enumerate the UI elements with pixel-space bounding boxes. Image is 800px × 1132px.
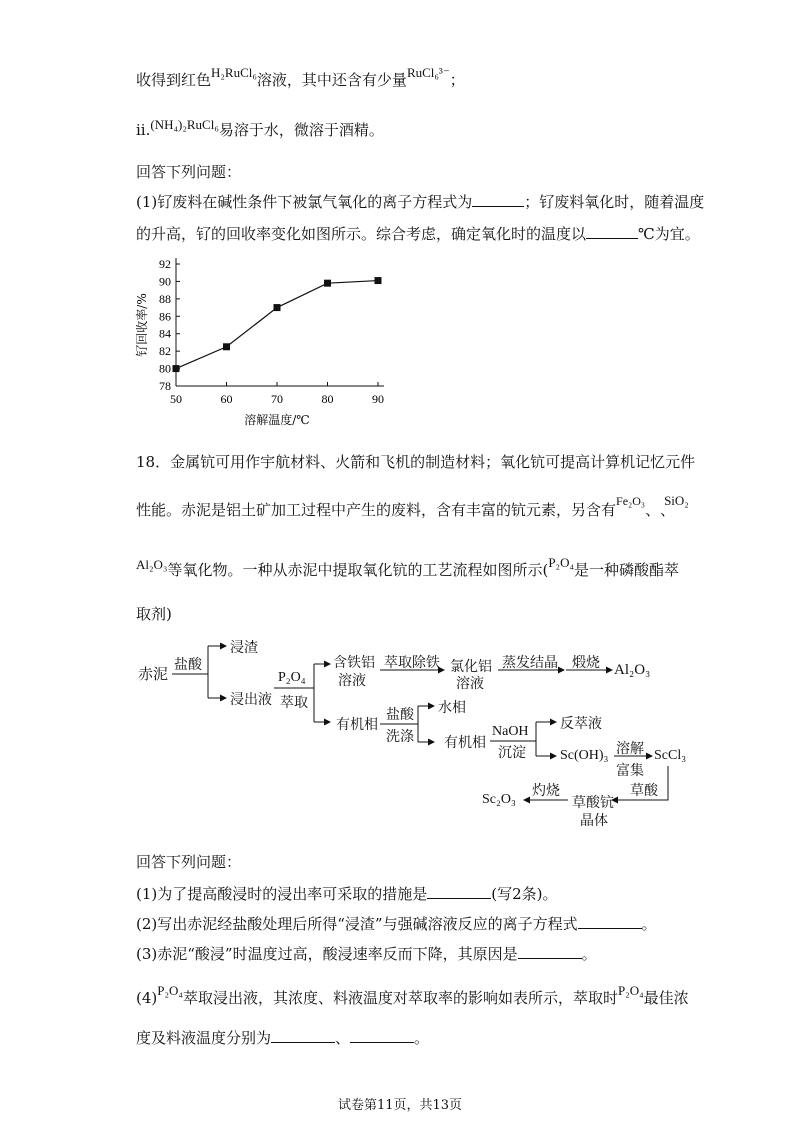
x-tick-label: 50 (170, 392, 182, 406)
answer-blank-3[interactable] (427, 884, 491, 899)
answer-prompt-2: 回答下列问题： (136, 853, 242, 871)
x-tick-label: 60 (220, 392, 233, 406)
y-tick-label: 82 (159, 344, 171, 359)
q2-2-end: 。 (641, 915, 657, 933)
intro-text-3: ； (449, 71, 465, 89)
answer-blank-7[interactable] (350, 1028, 414, 1043)
q1-text-b: ；钌废料氧化时，随着温度 (524, 193, 705, 211)
q18-text-d: 是一种磷酸酯萃 (574, 561, 680, 579)
x-tick-label: 70 (271, 392, 283, 406)
flow-caosuankang-1: 草酸钪 (572, 795, 614, 811)
q2-4b-pre: 度及料液温度分别为 (136, 1029, 272, 1047)
flow-caosuan: 草酸 (630, 783, 658, 799)
flow-scoh3: Sc(OH)₃ (560, 748, 609, 763)
answer-blank-4[interactable] (578, 914, 642, 929)
flow-hantielv-1: 含铁铝 (333, 655, 375, 671)
flow-duanshao: 煅烧 (572, 655, 600, 671)
formula-sio2: SiO₂ (664, 493, 689, 508)
flow-xidi: 洗涤 (386, 729, 414, 745)
q2-1-end: (写2条)。 (491, 885, 558, 903)
y-tick-label: 78 (159, 379, 171, 393)
q18-text-b: 性能。赤泥是铝土矿加工过程中产生的废料，含有丰富的钪元素，另含有 (136, 501, 617, 519)
flow-zhuoshao: 灼烧 (532, 783, 560, 799)
q2-4-pre: (4) (136, 989, 158, 1007)
q1-text-d: ℃为宜。 (638, 225, 700, 243)
q2-3-end: 。 (581, 945, 597, 963)
y-tick-label: 84 (159, 326, 171, 341)
flow-hantielv-2: 溶液 (338, 673, 366, 689)
flow-lvhualv-1: 氯化铝 (450, 659, 492, 675)
q18-text-c: 等氧化物。一种从赤泥中提取氧化钪的工艺流程如图所示( (167, 561, 549, 579)
flow-zhengfa: 蒸发结晶 (502, 655, 558, 671)
q2-4-mid: 萃取浸出液，其浓度、料液温度对萃取率的影响如表所示，萃取时 (182, 989, 618, 1007)
q2-4b-sep: 、 (335, 1029, 351, 1047)
flow-shuixiang: 水相 (438, 700, 466, 716)
y-axis-label: 钌回收率/% (135, 293, 149, 357)
intro-text-1: 收得到红色 (136, 71, 212, 89)
question-2-4-line-2 (136, 1028, 429, 1048)
q1-text-a: (1)钌废料在碱性条件下被氯气氧化的离子方程式为 (136, 193, 473, 211)
question-18-line-1: 18．金属钪可用作宇航材料、火箭和飞机的制造材料；氧化钪可提高计算机记忆元件 (136, 453, 696, 471)
answer-prompt-1: 回答下列问题： (136, 163, 242, 181)
answer-blank-5[interactable] (518, 944, 582, 959)
flow-naoh: NaOH (492, 724, 529, 739)
item-ii-text: 易溶于水，微溶于酒精。 (218, 121, 384, 139)
flow-youjixiang: 有机相 (336, 717, 378, 733)
formula-p2o4-2: P₂O₄ (157, 983, 183, 998)
y-tick-label: 88 (159, 291, 171, 306)
y-tick-label: 92 (159, 257, 171, 271)
question-18-line-4: 取剂) (136, 605, 172, 623)
q2-2-text: (2)写出赤泥经盐酸处理后所得“浸渣”与强碱溶液反应的离子方程式 (136, 915, 578, 933)
q2-3-text: (3)赤泥“酸浸”时温度过高，酸浸速率反而下降，其原因是 (136, 945, 518, 963)
formula-fe2o3: Fe₂O₃ (616, 494, 646, 508)
formula-al2o3: Al₂O₃ (136, 557, 168, 572)
flow-cuiqu-chutie: 萃取除铁 (384, 655, 440, 671)
formula-p2o4: P₂O₄ (548, 555, 574, 570)
flow-rongjie: 溶解 (616, 741, 644, 757)
flow-chendian: 沉淀 (498, 745, 526, 761)
question-2-4 (136, 983, 689, 1009)
flow-lvhualv-2: 溶液 (456, 676, 484, 692)
y-tick-label: 90 (159, 274, 171, 289)
question-2-2 (136, 914, 657, 934)
formula-h2rucl6: H₂RuCl₆ (211, 65, 257, 80)
flow-cuiqu: 萃取 (280, 695, 308, 711)
y-tick-label: 80 (159, 361, 171, 376)
formula-nh4-rucl6: (NH₄)₂RuCl₆ (150, 117, 219, 132)
x-tick-label: 90 (372, 392, 384, 406)
intro-text-2: 溶液，其中还含有少量 (256, 71, 407, 89)
q2-4b-end: 。 (414, 1029, 430, 1047)
question-2-1 (136, 884, 558, 904)
flow-p2o4: P₂O₄ (278, 670, 306, 685)
page-footer: 试卷第11页，共13页 (337, 1098, 463, 1113)
flow-youjixiang-2: 有机相 (444, 735, 486, 751)
question-2-3 (136, 944, 597, 964)
y-tick-label: 86 (159, 309, 171, 324)
flow-al2o3: Al₂O₃ (614, 662, 651, 678)
flow-caosuankang-2: 晶体 (580, 813, 608, 829)
flow-chini: 赤泥 (138, 665, 169, 683)
x-axis-label: 溶解温度/℃ (244, 413, 310, 427)
formula-p2o4-3: P₂O₄ (617, 983, 644, 998)
flow-jinzha: 浸渣 (230, 640, 258, 656)
q1-text-c: 的升高，钌的回收率变化如图所示。综合考虑，确定氧化时的温度以 (136, 225, 587, 243)
flow-yansuan: 盐酸 (174, 657, 202, 673)
q18-sep-2: 、 (660, 501, 676, 519)
x-tick-label: 80 (321, 392, 334, 406)
flow-yansuan-2: 盐酸 (386, 707, 414, 723)
flow-jinchuye: 浸出液 (230, 692, 272, 708)
flow-sccl3: ScCl₃ (654, 748, 687, 763)
flow-sc2o3: Sc₂O₃ (482, 792, 516, 807)
item-ii: ii. (136, 121, 151, 139)
flow-fancuiye: 反萃液 (560, 716, 602, 732)
q2-4-end: 最佳浓 (643, 989, 689, 1007)
answer-blank-6[interactable] (271, 1028, 335, 1043)
q18-sep-1: 、 (645, 501, 661, 519)
flow-fuji: 富集 (616, 763, 644, 779)
q2-1-text: (1)为了提高酸浸时的浸出率可采取的措施是 (136, 885, 428, 903)
formula-rucl6: RuCl₆³⁻ (406, 65, 450, 80)
